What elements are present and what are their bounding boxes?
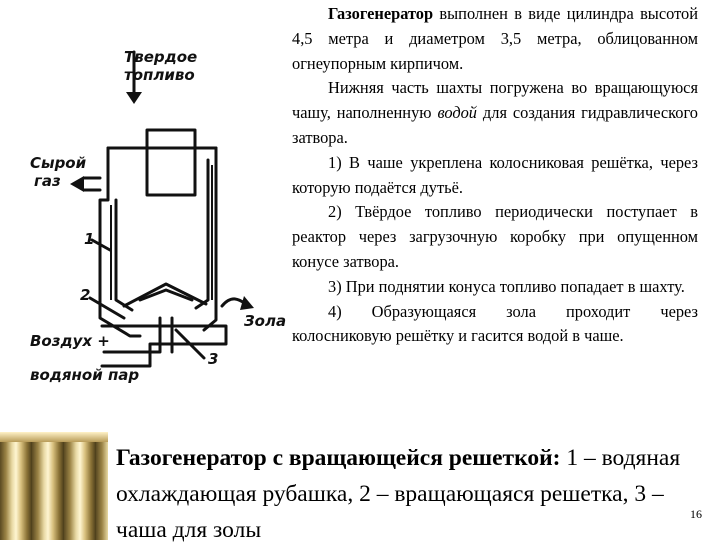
label-raw-gas-2: газ: [34, 172, 61, 190]
description-text: [292, 2, 698, 349]
description-water-term: водой: [437, 103, 477, 123]
label-ash: Зола: [244, 312, 287, 330]
label-raw-gas-1: Сырой: [30, 154, 87, 172]
ash-arrowhead: [240, 296, 254, 310]
caption-rest: 1 – водяная охлаждающая рубашка, 2 – вращающаяся решетка, 3 – чаша для золы: [116, 445, 681, 543]
gas-arrowhead: [70, 176, 84, 192]
label-air-2: водяной пар: [30, 366, 140, 384]
description-paragraph-2: [292, 76, 698, 150]
page-number: 16: [690, 507, 702, 521]
description-p2-pre: Нижняя часть шахты погружена во вращающуюся чашу, наполненную: [292, 78, 698, 123]
decorative-columns: [0, 432, 108, 540]
label-solid-fuel-2: топливо: [124, 66, 195, 84]
grate-cone: [124, 284, 206, 306]
label-solid-fuel-1: Твердое: [124, 48, 198, 66]
description-p1-rest: выполнен в виде цилиндра высотой 4,5 метра и диаметром 3,5 метра, облицованном огнеупорным кирпичом.: [292, 4, 698, 73]
figure-caption: [116, 440, 708, 548]
description-item-2: 2) Твёрдое топливо периодически поступает в реактор через загрузочную коробку при опущенном конусе затвора.: [292, 202, 698, 271]
description-item-1: 1) В чаше укреплена колосниковая решётка, через которую подаётся дутьё.: [292, 152, 698, 197]
caption-lead: Газогенератор с вращающейся решеткой:: [116, 445, 561, 471]
label-air-1: Воздух +: [30, 332, 110, 350]
gas-generator-diagram: [0, 0, 300, 420]
label-num-1: 1: [84, 230, 95, 248]
loading-box: [147, 130, 195, 195]
label-num-2: 2: [80, 286, 91, 304]
fuel-arrowhead: [126, 92, 142, 104]
jacket-left: [116, 200, 132, 310]
description-item-4: 4) Образующаяся зола проходит через колосниковую решётку и гасится водой в чаше.: [292, 301, 698, 346]
label-num-3: 3: [208, 350, 219, 368]
jacket-right: [196, 160, 208, 308]
description-p2-post: для создания гидравлического затвора.: [292, 103, 698, 147]
description-lead-term: Газогенератор: [328, 4, 434, 23]
description-item-3: 3) При поднятии конуса топливо попадает в шахту.: [328, 276, 685, 296]
description-paragraph-1: [292, 2, 698, 76]
